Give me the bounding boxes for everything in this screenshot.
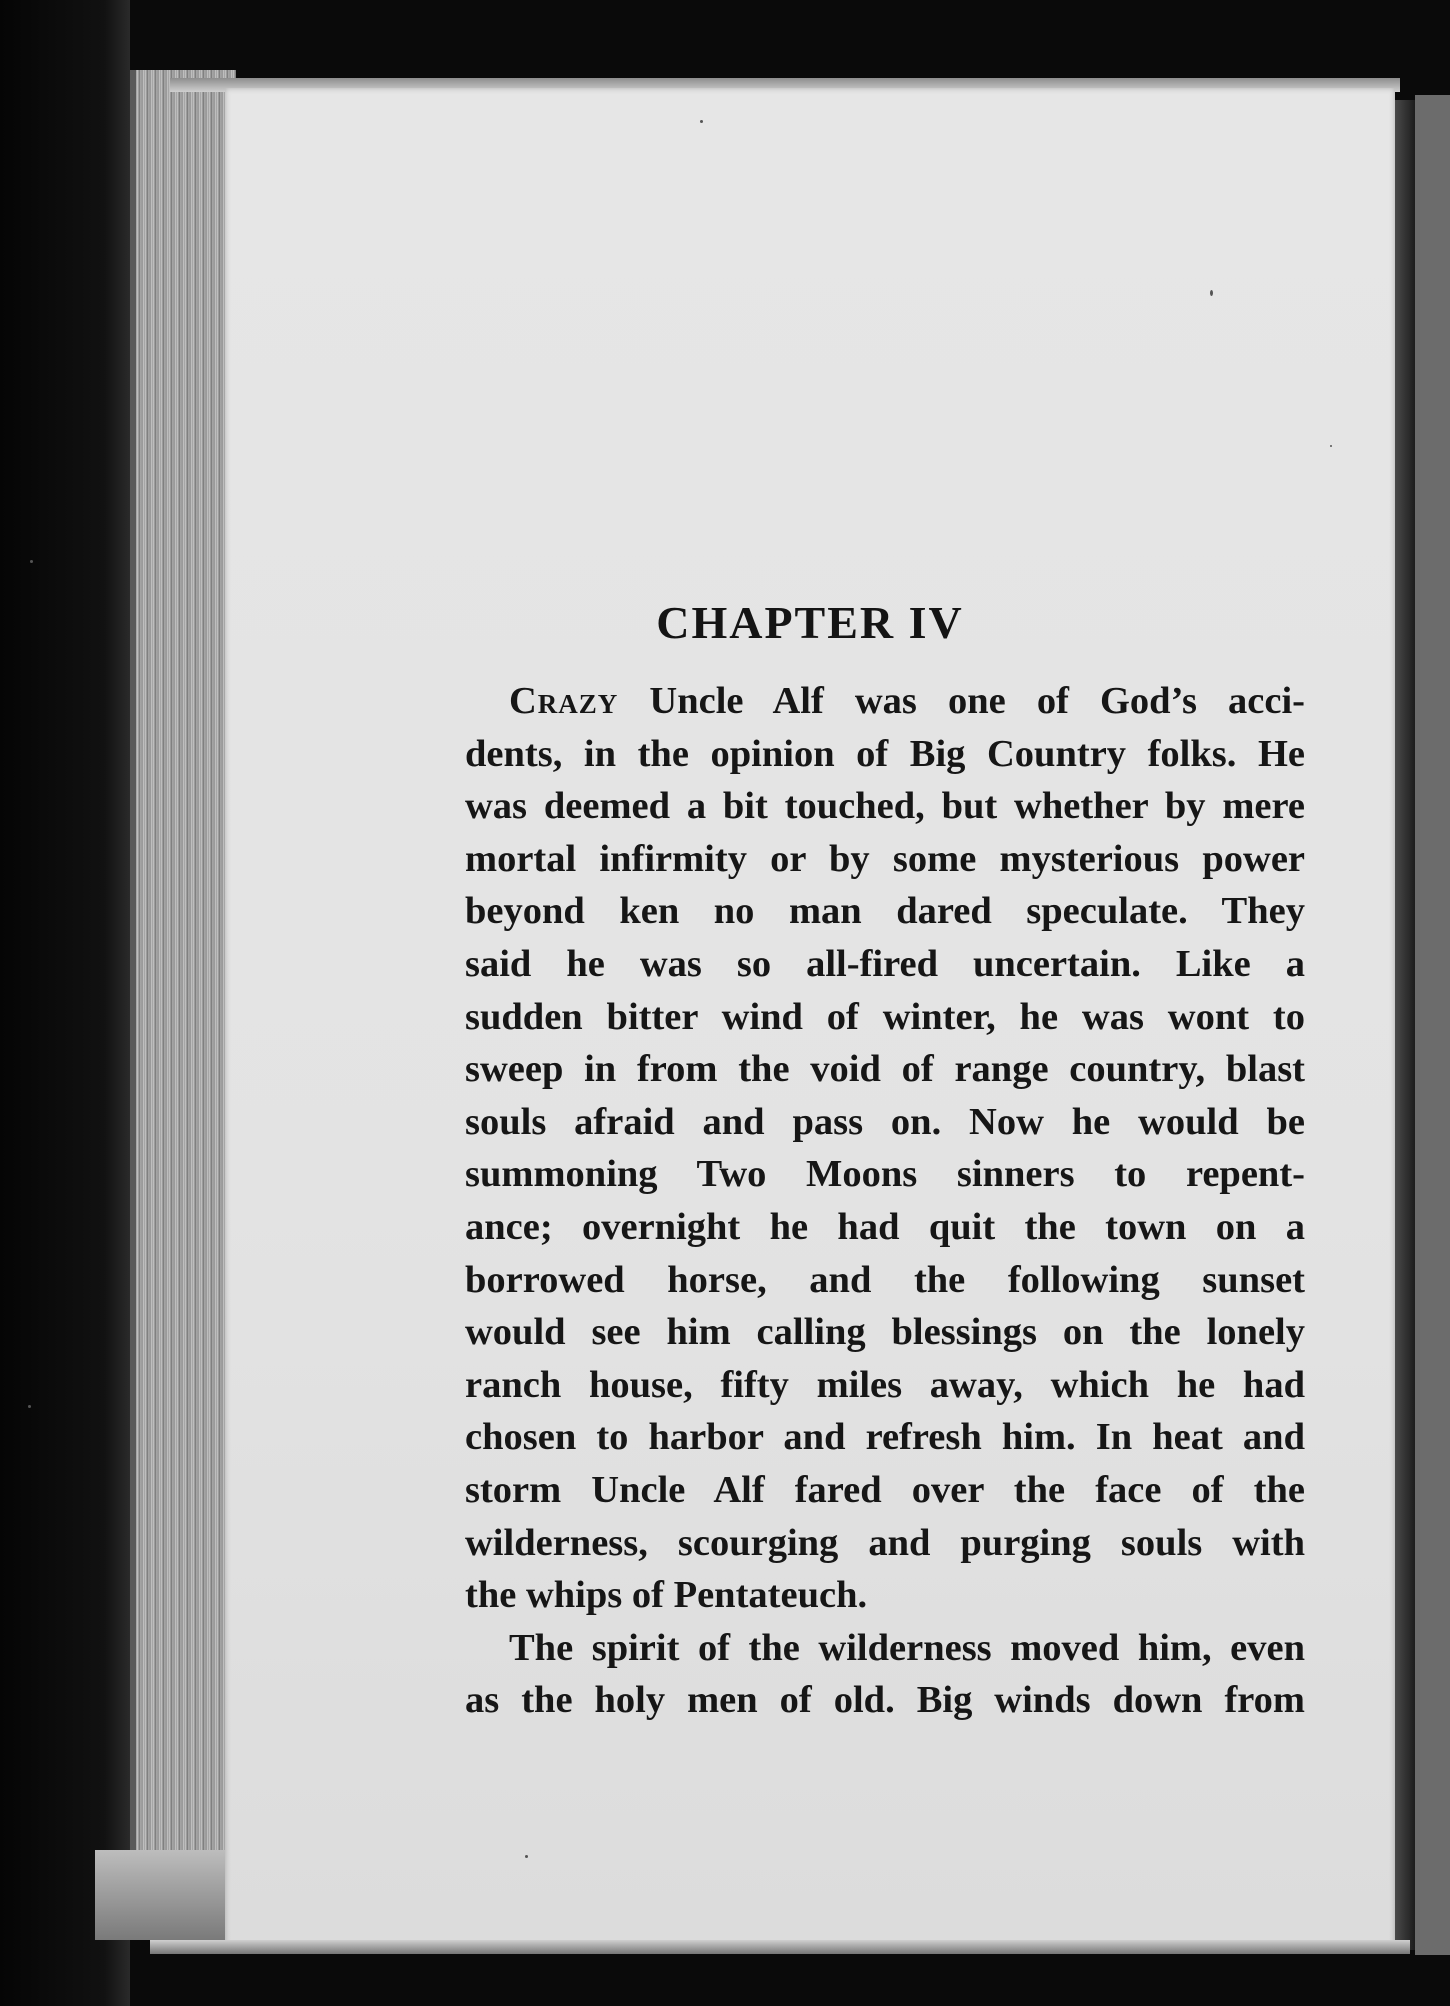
book-page-edges: [130, 70, 236, 1930]
book-page-edges-bottom: [95, 1850, 235, 1940]
text-line: mortal infirmity or by some mysterious power: [465, 837, 1305, 880]
text-line: souls afraid and pass on. Now he would be: [465, 1100, 1305, 1143]
text-line: sweep in from the void of range country, blast: [465, 1048, 1305, 1091]
text-line: borrowed horse, and the following sunset: [465, 1258, 1305, 1301]
text-line: the whips of Pentateuch.: [465, 1574, 868, 1617]
text-line: chosen to harbor and refresh him. In heat and: [465, 1416, 1305, 1459]
text-line: storm Uncle Alf fared over the face of the: [465, 1468, 1305, 1511]
text-line: ranch house, fifty miles away, which he had: [465, 1363, 1305, 1406]
text-line: would see him calling blessings on the lonely: [465, 1311, 1305, 1354]
left-shadow: [0, 0, 130, 2006]
text-line: dents, in the opinion of Big Country folks. He: [465, 732, 1305, 775]
text-line: wilderness, scourging and purging souls with: [465, 1521, 1305, 1564]
text-line: The spirit of the wilderness moved him, even: [509, 1626, 1305, 1669]
text-line: sudden bitter wind of winter, he was wont to: [465, 995, 1305, 1038]
page-bottom-edge: [150, 1940, 1410, 1954]
paragraph-1: [465, 675, 1305, 1622]
text-line: beyond ken no man dared speculate. They: [465, 890, 1305, 933]
book-gutter: [1395, 100, 1415, 1950]
text-line: Crazy Uncle Alf was one of God’s acci-: [509, 680, 1305, 722]
chapter-heading: CHAPTER IV: [656, 597, 964, 648]
chapter-body: [465, 675, 1305, 1727]
text-line: as the holy men of old. Big winds down from: [465, 1679, 1305, 1722]
lead-word: Crazy: [509, 680, 619, 722]
text-line: said he was so all-fired uncertain. Like a: [465, 942, 1305, 985]
facing-page-edge: [1415, 95, 1450, 1955]
text-line: summoning Two Moons sinners to repent-: [465, 1153, 1305, 1196]
text-line: ance; overnight he had quit the town on a: [465, 1205, 1305, 1248]
text-line: was deemed a bit touched, but whether by mere: [465, 785, 1305, 828]
paragraph-2: [465, 1622, 1305, 1727]
